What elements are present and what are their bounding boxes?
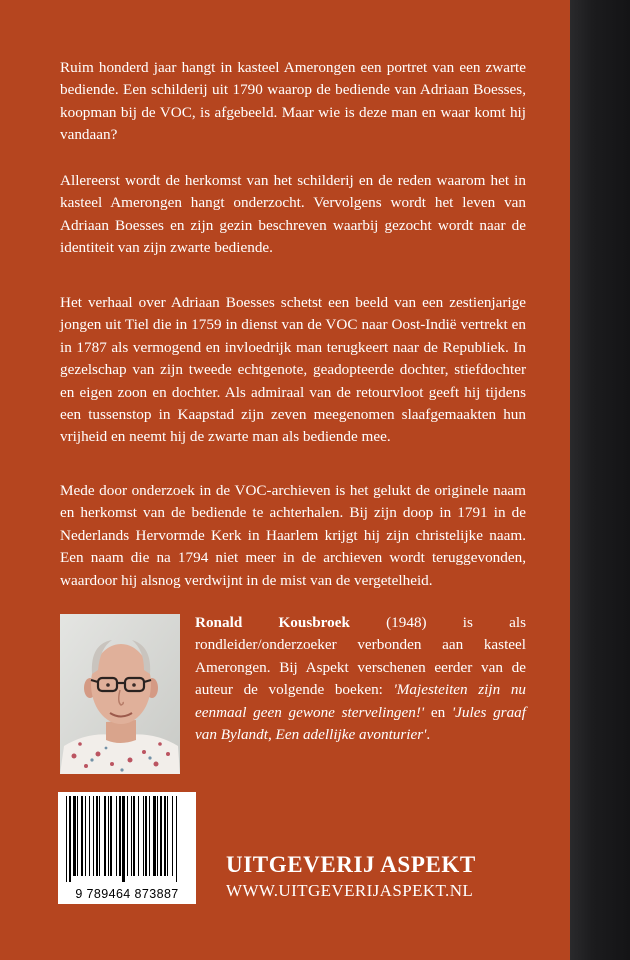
author-book-1: 'Majesteiten zijn nu eenmaal geen gewone stervelingen!' [195, 681, 527, 721]
author-bio-text-2: en [424, 703, 452, 721]
blurb-paragraph-3: Het verhaal over Adriaan Boesses schetst een beeld van een zestienjarige jongen uit Tiel die in 1759 in dienst van de VOC naar Oost-Indië vertrekt en in 1787 als vermogend en invloedrijk man terugkeert naar de Republiek. In gezelschap van zijn tweede echtgenote, geadopteerde dochter, stiefdochter en eigen zoon en dochter. Als admiraal van de retourvloot geeft hij tijdens een tussenstop in Kaapstad zijn zeven meegenomen slaafgemaakten hun vrijheid en neemt hij de zwarte man als bediende mee. [60, 294, 526, 446]
blurb-paragraph-4: Mede door onderzoek in de VOC-archieven is het gelukt de originele naam en herkomst van de bediende te achterhalen. Bij zijn doop in 1791 in de Nederlands Hervormde Kerk in Haarlem krijgt hij zijn christelijke naam. Een naam die na 1794 niet meer in de archieven wordt teruggevonden, waardoor hij alsnog verdwijnt in de mist van de vergetelheid. [60, 482, 526, 589]
author-book-2: 'Jules graaf van Bylandt, Een adellijke avonturier' [195, 703, 526, 744]
author-bio [195, 612, 526, 746]
publisher-name: UITGEVERIJ ASPEKT [226, 852, 476, 877]
author-bio-text-1: (1948) is als rondleider/onderzoeker verbonden aan kasteel Amerongen. Bij Aspekt verschenen eerder van de auteur de volgende boeken: [195, 614, 526, 699]
isbn-barcode [58, 792, 196, 904]
author-bio-end: . [426, 726, 431, 744]
barcode-icon [66, 796, 188, 882]
author-photo [60, 614, 180, 774]
publisher-website[interactable]: WWW.UITGEVERIJASPEKT.NL [226, 881, 474, 900]
book-spine [570, 0, 630, 960]
blurb-paragraph-2: Allereerst wordt de herkomst van het schilderij en de reden waarom het in kasteel Amerongen hangt onderzocht. Vervolgens wordt het leven van Adriaan Boesses en zijn gezin beschreven waarbij gezocht wordt naar de identiteit van zijn zwarte bediende. [60, 172, 526, 257]
author-name: Ronald Kousbroek [195, 614, 350, 631]
blurb-paragraph-1: Ruim honderd jaar hangt in kasteel Amerongen een portret van een zwarte bediende. Een schilderij uit 1790 waarop de bediende van Adriaan Boesses, koopman bij de VOC, is afgebeeld. Maar wie is deze man en waar komt hij vandaan? [60, 59, 526, 144]
isbn-number: 9 789464 873887 [75, 887, 179, 901]
